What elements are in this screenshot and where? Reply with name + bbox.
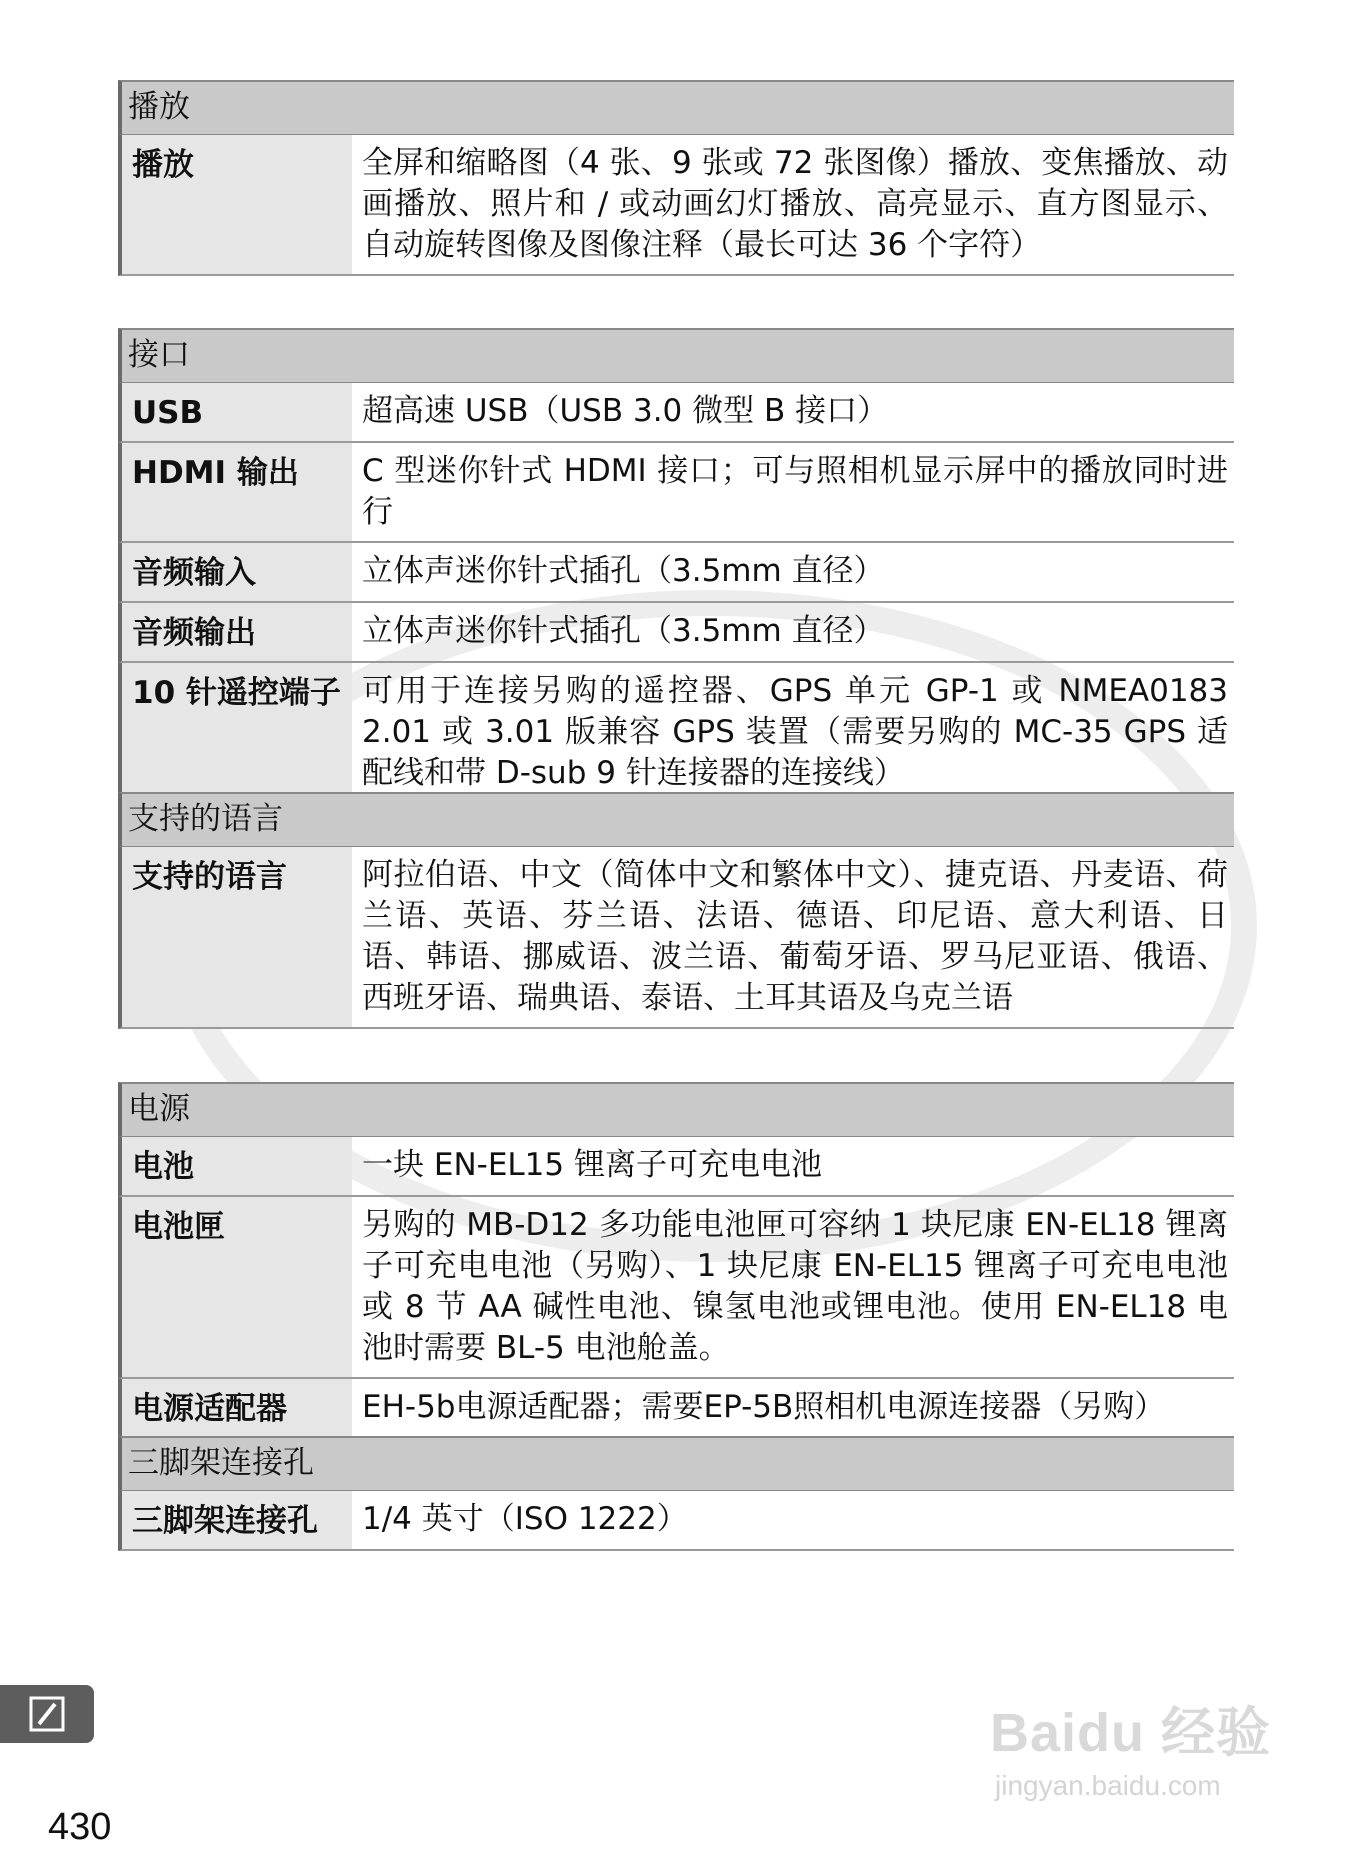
spec-value: 阿拉伯语、中文（简体中文和繁体中文）、捷克语、丹麦语、荷兰语、英语、芬兰语、法语、德语、印尼语、意大利语、日语、韩语、挪威语、波兰语、葡萄牙语、罗马尼亚语、俄语、西班牙语、瑞典语、泰语、土耳其语及乌克兰语 [362,857,1228,1016]
spec-value: 立体声迷你针式插孔（3.5mm 直径） [362,613,885,649]
spec-row [118,663,1234,804]
section-power [118,1082,1234,1439]
spec-row [118,1197,1234,1379]
section-header: 支持的语言 [118,792,1234,847]
spec-row [118,847,1234,1029]
spec-label: USB [122,383,352,441]
spec-label: 音频输出 [122,603,352,661]
spec-value: 立体声迷你针式插孔（3.5mm 直径） [362,553,885,589]
spec-label: 音频输入 [122,543,352,601]
chapter-tab[interactable] [0,1685,94,1743]
page-number: 430 [48,1806,112,1848]
spec-label: 电池 [122,1137,352,1195]
spec-label: 播放 [122,135,352,274]
spec-value: 全屏和缩略图（4 张、9 张或 72 张图像）播放、变焦播放、动画播放、照片和 / 或动画幻灯播放、高亮显示、直方图显示、自动旋转图像及图像注释（最长可达 36 个字符） [362,145,1228,263]
section-header: 三脚架连接孔 [118,1436,1234,1491]
spec-row [118,1379,1234,1439]
spec-row [118,135,1234,276]
section-tripod [118,1436,1234,1551]
section-header: 播放 [118,80,1234,135]
spec-row [118,603,1234,663]
section-languages [118,792,1234,1029]
spec-value: 可用于连接另购的遥控器、GPS 单元 GP-1 或 NMEA0183 2.01 或 3.01 版兼容 GPS 装置（需要另购的 MC-35 GPS 适配线和带 D-sub 9 针连接器的连接线） [362,673,1228,791]
section-interface [118,328,1234,804]
spec-label: 支持的语言 [122,847,352,1027]
spec-value: 超高速 USB（USB 3.0 微型 B 接口） [362,393,889,429]
spec-row [118,1137,1234,1197]
section-header: 接口 [118,328,1234,383]
spec-label: 电池匣 [122,1197,352,1377]
spec-label: 10 针遥控端子 [122,663,352,802]
watermark-brand: Baidu 经验 [990,1703,1272,1763]
spec-value: EH-5b电源适配器；需要EP-5B照相机电源连接器（另购） [362,1389,1166,1425]
spec-value: 一块 EN-EL15 锂离子可充电电池 [362,1147,822,1183]
spec-row [118,383,1234,443]
watermark-url: jingyan.baidu.com [995,1770,1221,1801]
spec-value: 1/4 英寸（ISO 1222） [362,1501,688,1537]
section-header: 电源 [118,1082,1234,1137]
pencil-note-icon [27,1694,67,1734]
spec-row [118,443,1234,543]
spec-row [118,543,1234,603]
spec-value: 另购的 MB-D12 多功能电池匣可容纳 1 块尼康 EN-EL18 锂离子可充电电池（另购）、1 块尼康 EN-EL15 锂离子可充电电池或 8 节 AA 碱性电池、镍氢电池或锂电池。使用 EN-EL18 电池时需要 BL-5 电池舱盖。 [362,1207,1228,1366]
spec-label: 三脚架连接孔 [122,1491,352,1549]
spec-row [118,1491,1234,1551]
section-playback [118,80,1234,276]
spec-label: HDMI 输出 [122,443,352,541]
spec-value: C 型迷你针式 HDMI 接口；可与照相机显示屏中的播放同时进行 [362,453,1228,530]
spec-label: 电源适配器 [122,1379,352,1437]
